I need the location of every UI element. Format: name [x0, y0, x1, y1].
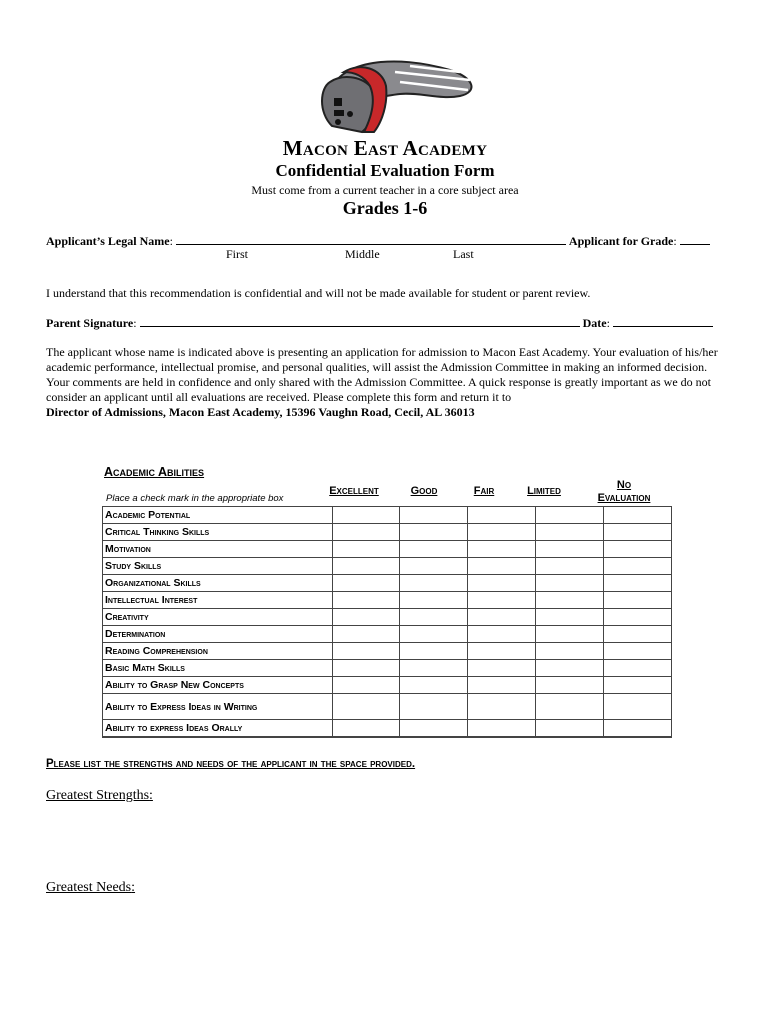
parent-signature-field[interactable]	[140, 315, 580, 327]
name-last-caption: Last	[453, 247, 474, 261]
applicant-name-field[interactable]	[176, 233, 566, 245]
rating-checkbox-cell[interactable]	[400, 660, 468, 677]
rating-checkbox-cell[interactable]	[468, 660, 536, 677]
rating-checkbox-cell[interactable]	[332, 558, 400, 575]
ability-row	[103, 677, 672, 694]
greatest-strengths-label: Greatest Strengths:	[46, 788, 153, 803]
helmet-visor	[322, 67, 386, 132]
rating-checkbox-cell[interactable]	[400, 558, 468, 575]
director-address: Director of Admissions, Macon East Academy, 15396 Vaughn Road, Cecil, AL 36013	[46, 405, 475, 419]
applicant-name-row: Applicant’s Legal Name: Applicant for Grade:	[46, 233, 710, 249]
column-excellent: Excellent	[329, 485, 379, 497]
ability-label: Motivation	[103, 541, 333, 558]
column-good: Good	[410, 485, 438, 497]
ability-row	[103, 694, 672, 720]
ability-label: Basic Math Skills	[103, 660, 333, 677]
ability-row	[103, 592, 672, 609]
date-field[interactable]	[613, 315, 713, 327]
rating-checkbox-cell[interactable]	[400, 643, 468, 660]
confidential-note: I understand that this recommendation is confidential and will not be made available for student or parent review.	[46, 286, 591, 300]
grades-heading: Grades 1-6	[342, 198, 428, 218]
ability-label: Reading Comprehension	[103, 643, 333, 660]
ability-row	[103, 558, 672, 575]
parent-signature-row: Parent Signature: Date:	[46, 315, 713, 331]
rating-checkbox-cell[interactable]	[536, 575, 604, 592]
rating-checkbox-cell[interactable]	[536, 660, 604, 677]
applicant-grade-field[interactable]	[680, 233, 710, 245]
rating-checkbox-cell[interactable]	[536, 677, 604, 694]
rating-checkbox-cell[interactable]	[400, 609, 468, 626]
rating-checkbox-cell[interactable]	[604, 541, 672, 558]
greatest-needs-label: Greatest Needs:	[46, 880, 136, 895]
rating-checkbox-cell[interactable]	[468, 575, 536, 592]
rating-checkbox-cell[interactable]	[604, 609, 672, 626]
rating-checkbox-cell[interactable]	[332, 592, 400, 609]
instructions-body: The applicant whose name is indicated above is presenting an application for admission to Macon East Academy. Your evaluation of his/her academic performance, intellectual promise, and personal qualities, will assist the Admission Committee in making an informed decision. Your comments are held in confidence and only shared with the Admission Committee. A quick response is greatly important as we do not consider an applicant until all evaluations are received. Please complete this form and return it to	[46, 345, 718, 404]
ability-row	[103, 626, 672, 643]
form-subtitle: Must come from a current teacher in a core subject area	[251, 183, 519, 197]
rating-checkbox-cell[interactable]	[332, 660, 400, 677]
rating-checkbox-cell[interactable]	[468, 643, 536, 660]
instructions-paragraph	[46, 345, 722, 420]
strengths-label-text: Greatest Strengths	[46, 788, 150, 803]
ability-row	[103, 507, 672, 524]
ability-row	[103, 643, 672, 660]
rating-checkbox-cell[interactable]	[468, 592, 536, 609]
ability-label: Study Skills	[103, 558, 333, 575]
rating-checkbox-cell[interactable]	[536, 626, 604, 643]
ability-label: Creativity	[103, 609, 333, 626]
rating-checkbox-cell[interactable]	[468, 720, 536, 738]
ability-label: Critical Thinking Skills	[103, 524, 333, 541]
ability-label: Ability to Express Ideas in Writing	[103, 694, 333, 720]
rating-checkbox-cell[interactable]	[468, 694, 536, 720]
ability-label: Organizational Skills	[103, 575, 333, 592]
rating-checkbox-cell[interactable]	[400, 575, 468, 592]
form-title: Confidential Evaluation Form	[275, 161, 495, 180]
rating-checkbox-cell[interactable]	[536, 558, 604, 575]
rating-checkbox-cell[interactable]	[332, 720, 400, 738]
rating-checkbox-cell[interactable]	[536, 643, 604, 660]
rating-checkbox-cell[interactable]	[536, 541, 604, 558]
academic-abilities-title: Academic Abilities	[104, 465, 205, 479]
rating-checkbox-cell[interactable]	[332, 609, 400, 626]
column-no-evaluation	[580, 479, 668, 505]
rating-checkbox-cell[interactable]	[604, 677, 672, 694]
school-name: Macon East Academy	[282, 136, 488, 160]
name-first-caption: First	[226, 247, 249, 261]
needs-label-text: Greatest Needs	[46, 880, 132, 895]
rating-checkbox-cell[interactable]	[468, 609, 536, 626]
rating-checkbox-cell[interactable]	[468, 558, 536, 575]
rating-checkbox-cell[interactable]	[468, 541, 536, 558]
no-eval-line2: Evaluation	[597, 492, 651, 504]
ability-label: Academic Potential	[103, 507, 333, 524]
rating-checkbox-cell[interactable]	[604, 592, 672, 609]
column-fair: Fair	[473, 485, 495, 497]
rating-checkbox-cell[interactable]	[536, 609, 604, 626]
rating-checkbox-cell[interactable]	[332, 626, 400, 643]
rating-checkbox-cell[interactable]	[332, 575, 400, 592]
ability-row	[103, 575, 672, 592]
check-instruction: Place a check mark in the appropriate box	[106, 493, 284, 504]
rating-checkbox-cell[interactable]	[400, 524, 468, 541]
rating-checkbox-cell[interactable]	[468, 524, 536, 541]
rating-checkbox-cell[interactable]	[536, 507, 604, 524]
rating-checkbox-cell[interactable]	[536, 694, 604, 720]
rating-checkbox-cell[interactable]	[400, 720, 468, 738]
rating-checkbox-cell[interactable]	[604, 575, 672, 592]
rating-checkbox-cell[interactable]	[400, 694, 468, 720]
column-limited: Limited	[527, 485, 561, 497]
rating-checkbox-cell[interactable]	[400, 592, 468, 609]
ability-label: Intellectual Interest	[103, 592, 333, 609]
rating-checkbox-cell[interactable]	[332, 524, 400, 541]
ability-row	[103, 720, 672, 738]
no-eval-line1: No	[616, 479, 632, 491]
rating-checkbox-cell[interactable]	[536, 524, 604, 541]
rating-checkbox-cell[interactable]	[604, 558, 672, 575]
ability-row	[103, 660, 672, 677]
parent-signature-label: Parent Signature	[46, 316, 134, 330]
rating-checkbox-cell[interactable]	[604, 720, 672, 738]
rating-checkbox-cell[interactable]	[604, 694, 672, 720]
rating-checkbox-cell[interactable]	[604, 643, 672, 660]
applicant-name-label: Applicant’s Legal Name	[46, 234, 170, 248]
rating-checkbox-cell[interactable]	[604, 507, 672, 524]
ability-row	[103, 524, 672, 541]
rating-checkbox-cell[interactable]	[332, 694, 400, 720]
rating-checkbox-cell[interactable]	[332, 677, 400, 694]
ability-label: Ability to express Ideas Orally	[103, 720, 333, 738]
rating-checkbox-cell[interactable]	[604, 660, 672, 677]
rating-checkbox-cell[interactable]	[400, 677, 468, 694]
rating-checkbox-cell[interactable]	[332, 643, 400, 660]
rating-checkbox-cell[interactable]	[400, 626, 468, 643]
rating-checkbox-cell[interactable]	[332, 541, 400, 558]
ability-row	[103, 609, 672, 626]
ability-row	[103, 541, 672, 558]
name-middle-caption: Middle	[345, 247, 380, 261]
rating-checkbox-cell[interactable]	[604, 626, 672, 643]
rating-checkbox-cell[interactable]	[536, 592, 604, 609]
rating-checkbox-cell[interactable]	[332, 507, 400, 524]
abilities-table-body	[103, 507, 672, 738]
rating-checkbox-cell[interactable]	[468, 677, 536, 694]
ability-label: Ability to Grasp New Concepts	[103, 677, 333, 694]
list-instruction: Please list the strengths and needs of the applicant in the space provided.	[46, 758, 416, 770]
rating-checkbox-cell[interactable]	[604, 524, 672, 541]
rating-checkbox-cell[interactable]	[468, 626, 536, 643]
rating-checkbox-cell[interactable]	[400, 507, 468, 524]
rating-checkbox-cell[interactable]	[468, 507, 536, 524]
knight-helmet-logo	[300, 52, 480, 136]
abilities-table	[102, 506, 672, 738]
ability-label: Determination	[103, 626, 333, 643]
applicant-grade-label: Applicant for Grade	[568, 234, 674, 248]
date-label: Date	[582, 316, 607, 330]
rating-checkbox-cell[interactable]	[536, 720, 604, 738]
rating-checkbox-cell[interactable]	[400, 541, 468, 558]
